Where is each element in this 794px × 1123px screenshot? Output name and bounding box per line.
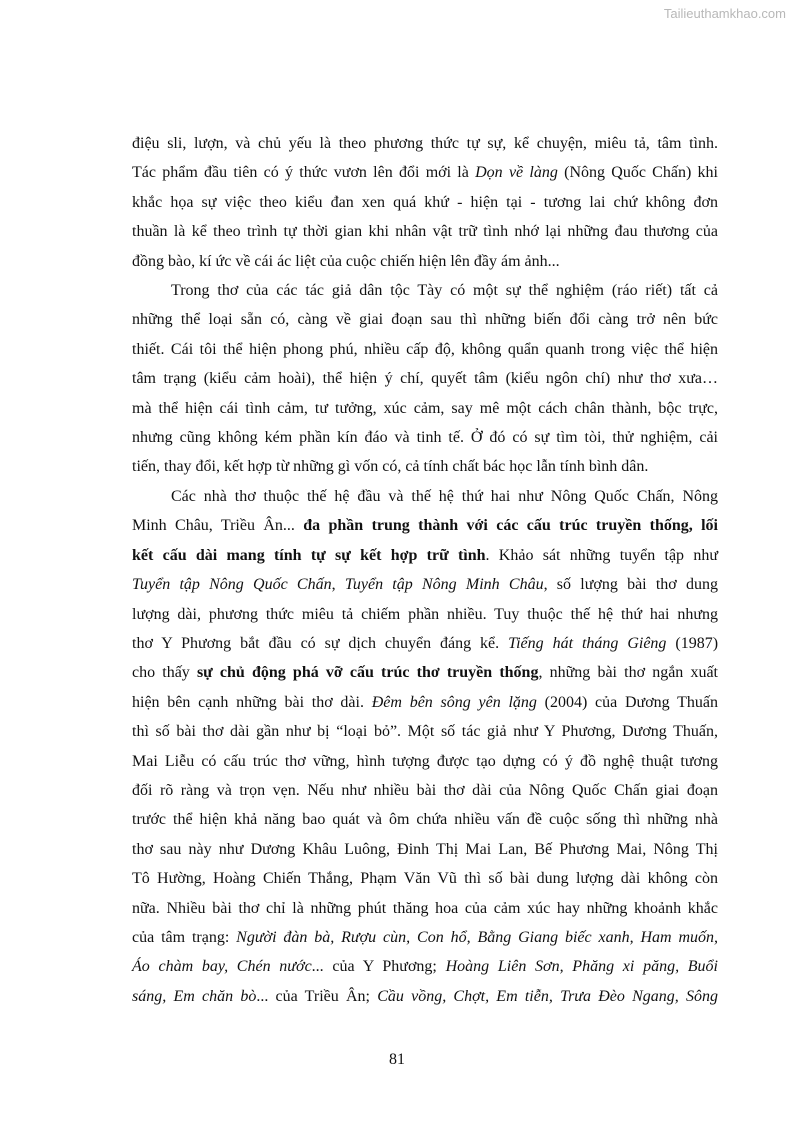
watermark: Tailieuthamkhao.com — [663, 6, 786, 21]
text-line — [132, 747, 718, 776]
page-number: 81 — [389, 1051, 405, 1068]
italic-title: Tuyển tập Nông Quốc Chấn — [132, 576, 332, 594]
text-line — [132, 364, 718, 393]
text-run: Các nhà thơ thuộc thế hệ đầu và thế hệ thứ hai như Nông Quốc Chấn, Nông — [171, 487, 718, 505]
text-run: ... của Y Phương; — [311, 958, 446, 976]
text-run: thơ Y Phương bắt đầu có sự dịch chuyển đáng kể. — [132, 634, 509, 652]
italic-title: Tiếng hát tháng Giêng — [508, 634, 667, 652]
text-run: . Khảo sát những tuyển tập như — [485, 546, 718, 564]
text-run: hiện bên cạnh những bài thơ dài. — [132, 693, 372, 711]
text-run: Minh Châu, Triều Ân... — [132, 517, 304, 535]
text-run: đồng bào, kí ức về cái ác liệt của cuộc chiến hiện lên đầy ám ảnh... — [132, 252, 560, 270]
text-run: tâm trạng (kiểu cảm hoài), thể hiện ý chí, quyết tâm (kiểu ngôn chí) như thơ xưa… — [132, 370, 718, 388]
bold-emphasis: sự chủ động phá vỡ cấu trúc thơ truyền thống — [196, 664, 539, 682]
text-run: Tác phẩm đầu tiên có ý thức vươn lên đổi mới là — [132, 164, 476, 182]
italic-title: Áo chàm bay, Chén nước — [132, 958, 312, 976]
text-line — [132, 600, 718, 629]
bold-emphasis: đa phần trung thành với các cấu trúc truyền thống, lối — [303, 517, 719, 535]
italic-title: Đêm bên sông yên lặng — [371, 693, 537, 711]
text-run: Mai Liễu có cấu trúc thơ vững, hình tượng được tạo dựng có ý đồ nghệ thuật tương — [132, 752, 718, 770]
text-run: đối rõ ràng và trọn vẹn. Nếu như nhiều bài thơ dài của Nông Quốc Chấn giai đoạn — [132, 781, 718, 799]
italic-title: sáng, Em chăn bò — [132, 987, 257, 1005]
text-run: cho thấy — [132, 664, 197, 682]
text-run: thơ sau này như Dương Khâu Luông, Đinh Thị Mai Lan, Bế Phương Mai, Nông Thị — [132, 840, 718, 858]
text-line — [132, 335, 718, 364]
text-run: điệu sli, lượn, và chủ yếu là theo phương thức tự sự, kể chuyện, miêu tả, tâm tình. — [132, 135, 718, 152]
paragraph-start-line — [132, 276, 718, 305]
text-run: thiết. Cái tôi thể hiện phong phú, nhiều cấp độ, không quẩn quanh trong việc thể hiện — [132, 340, 718, 358]
text-run: Tô Hường, Hoàng Chiến Thắng, Phạm Văn Vũ thì số bài dung lượng dài không còn — [132, 870, 718, 888]
text-run: , — [331, 576, 345, 594]
text-line — [132, 805, 718, 834]
text-line — [132, 952, 718, 981]
text-line — [132, 835, 718, 864]
text-line — [132, 305, 718, 334]
text-run: (Nông Quốc Chấn) khi — [557, 164, 718, 182]
text-run: thuần là kể theo trình tự thời gian khi nhân vật trữ tình nhớ lại những đau thương của — [132, 223, 718, 241]
text-line — [132, 864, 718, 893]
text-run: thì số bài thơ dài gần như bị “loại bỏ”. Một số tác giả như Y Phương, Dương Thuấn, — [132, 723, 718, 741]
italic-title: Hoàng Liên Sơn, Phăng xi păng, Buổi — [445, 958, 719, 976]
text-line — [132, 923, 718, 952]
text-line — [132, 188, 718, 217]
text-run: , số lượng bài thơ dung — [543, 576, 718, 594]
text-line — [132, 894, 718, 923]
bold-emphasis: kết cấu dài mang tính tự sự kết hợp trữ tình — [132, 546, 486, 564]
text-line — [132, 658, 718, 687]
text-line — [132, 394, 718, 423]
italic-title: Người đàn bà, Rượu cùn, Con hổ, Bằng Giang biếc xanh, Ham muốn, — [236, 928, 718, 946]
text-line — [132, 776, 718, 805]
text-run: tiến, thay đổi, kết hợp từ những gì vốn có, cả tính chất bác học lẫn tính bình dân. — [132, 458, 649, 476]
text-run: ... của Triều Ân; — [256, 987, 378, 1005]
text-run: những thể loại sẵn có, càng về giai đoạn sau thì những biến đổi càng trở nên bức — [132, 311, 718, 329]
italic-title: Dọn về làng — [475, 164, 558, 182]
text-line — [132, 982, 718, 1011]
body-text — [132, 129, 718, 1011]
text-line — [132, 423, 718, 452]
text-run: , những bài thơ ngắn xuất — [538, 664, 718, 682]
text-run: Trong thơ của các tác giả dân tộc Tày có một sự thể nghiệm (ráo riết) tất cả — [171, 282, 718, 300]
text-run: (1987) — [666, 634, 719, 652]
text-line — [132, 570, 718, 599]
text-run: (2004) của Dương Thuấn — [536, 693, 719, 711]
text-line — [132, 717, 718, 746]
italic-title: Cầu vồng, Chợt, Em tiễn, Trưa Đèo Ngang, Sông — [377, 987, 719, 1005]
text-run: trước thể hiện khả năng bao quát và ôm chứa nhiều vấn đề cuộc sống thì những nhà — [132, 811, 718, 829]
text-run: khắc họa sự việc theo kiểu đan xen quá khứ - hiện tại - tương lai chứ không đơn — [132, 193, 718, 211]
text-line — [132, 129, 718, 158]
text-run: lượng dài, phương thức miêu tả chiếm phần nhiều. Tuy thuộc thế hệ thứ hai nhưng — [132, 605, 718, 623]
text-line — [132, 452, 718, 481]
text-line — [132, 629, 718, 658]
text-line — [132, 541, 718, 570]
text-line — [132, 217, 718, 246]
text-run: nữa. Nhiều bài thơ chỉ là những phút thăng hoa của cảm xúc hay những khoảnh khắc — [132, 899, 718, 917]
text-run: nhưng cũng không kém phần kín đáo và tinh tế. Ở đó có sự tìm tòi, thử nghiệm, cải — [132, 429, 718, 447]
italic-title: Tuyển tập Nông Minh Châu — [344, 576, 544, 594]
text-line — [132, 158, 718, 187]
text-run: của tâm trạng: — [132, 928, 237, 946]
paragraph-start-line — [132, 482, 718, 511]
text-run: mà thể hiện cái tình cảm, tư tưởng, xúc cảm, say mê một cách chân thành, bộc trực, — [132, 399, 718, 417]
text-line — [132, 247, 718, 276]
text-line — [132, 688, 718, 717]
text-line — [132, 511, 718, 540]
